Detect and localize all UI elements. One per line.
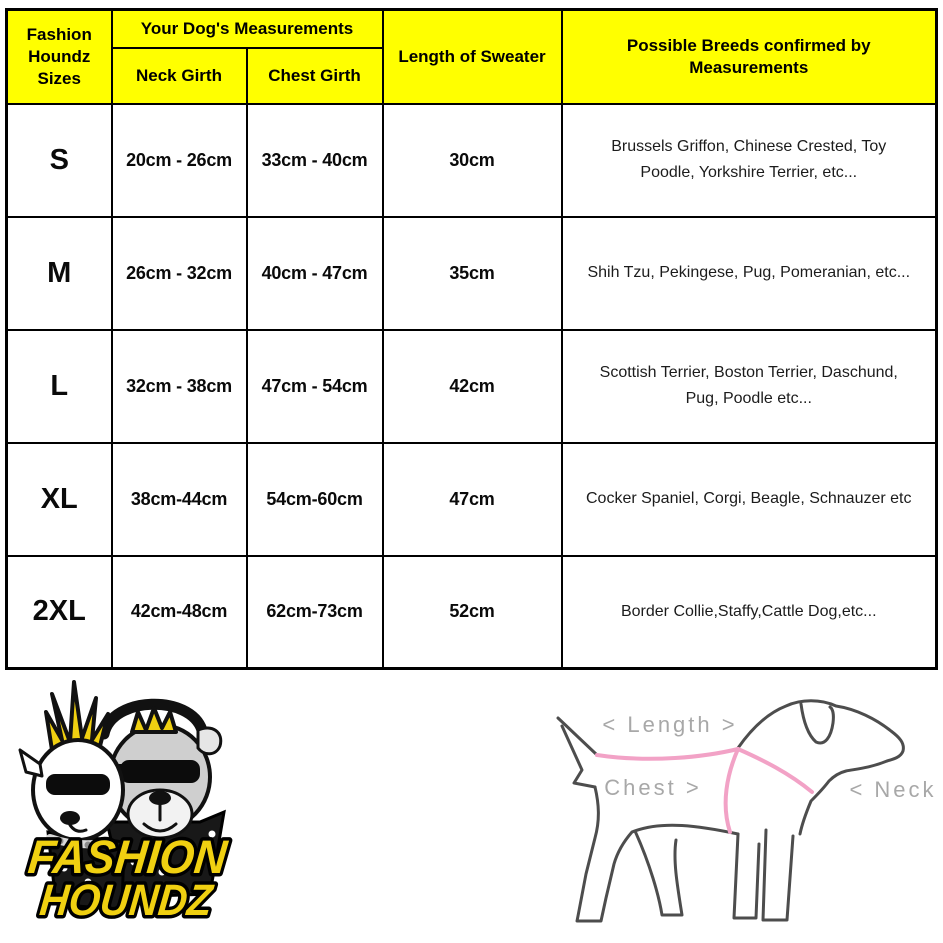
- table-row-2xl: [7, 556, 937, 669]
- table-row-m: [7, 217, 937, 330]
- breeds-cell: Shih Tzu, Pekingese, Pug, Pomeranian, etc...: [562, 217, 937, 330]
- chest-cell: 54cm-60cm: [247, 443, 383, 556]
- breeds-cell: Border Collie,Staffy,Cattle Dog,etc...: [562, 556, 937, 669]
- breeds-cell: Cocker Spaniel, Corgi, Beagle, Schnauzer etc: [562, 443, 937, 556]
- neck-cell: 20cm - 26cm: [112, 104, 247, 217]
- header-length: Length of Sweater: [383, 10, 562, 104]
- breeds-cell: Brussels Griffon, Chinese Crested, Toy Poodle, Yorkshire Terrier, etc...: [562, 104, 937, 217]
- logo-text-houndz: HOUNDZ: [37, 876, 231, 925]
- header-row-top: [7, 10, 937, 48]
- chest-cell: 62cm-73cm: [247, 556, 383, 669]
- chest-cell: 40cm - 47cm: [247, 217, 383, 330]
- length-cell: 52cm: [383, 556, 562, 669]
- header-measurements: Your Dog's Measurements: [112, 10, 383, 48]
- header-sizes: Fashion Houndz Sizes: [7, 10, 112, 104]
- length-line: [597, 749, 738, 759]
- size-cell: XL: [7, 443, 112, 556]
- table-row-s: [7, 104, 937, 217]
- size-cell: M: [7, 217, 112, 330]
- logo-wordmark: [21, 830, 241, 925]
- length-label: < Length >: [602, 712, 738, 737]
- chest-cell: 33cm - 40cm: [247, 104, 383, 217]
- chest-cell: 47cm - 54cm: [247, 330, 383, 443]
- size-cell: 2XL: [7, 556, 112, 669]
- neck-cell: 38cm-44cm: [112, 443, 247, 556]
- length-cell: 47cm: [383, 443, 562, 556]
- neck-label: < Neck: [849, 777, 937, 802]
- table-row-l: [7, 330, 937, 443]
- neck-line: [738, 749, 812, 792]
- table-row-xl: [7, 443, 937, 556]
- logo-text-fashion: FASHION: [25, 830, 241, 883]
- fashion-houndz-logo: [12, 672, 257, 934]
- header-chest-girth: Chest Girth: [247, 48, 383, 104]
- length-cell: 42cm: [383, 330, 562, 443]
- dog-measurement-diagram: [500, 668, 943, 943]
- chest-label: Chest >: [604, 775, 702, 800]
- length-cell: 35cm: [383, 217, 562, 330]
- size-cell: S: [7, 104, 112, 217]
- neck-cell: 26cm - 32cm: [112, 217, 247, 330]
- size-chart-table: [5, 8, 938, 670]
- breeds-cell: Scottish Terrier, Boston Terrier, Daschund, Pug, Poodle etc...: [562, 330, 937, 443]
- header-neck-girth: Neck Girth: [112, 48, 247, 104]
- header-breeds: Possible Breeds confirmed by Measurements: [562, 10, 937, 104]
- chest-line: [726, 749, 738, 832]
- neck-cell: 32cm - 38cm: [112, 330, 247, 443]
- size-cell: L: [7, 330, 112, 443]
- neck-cell: 42cm-48cm: [112, 556, 247, 669]
- length-cell: 30cm: [383, 104, 562, 217]
